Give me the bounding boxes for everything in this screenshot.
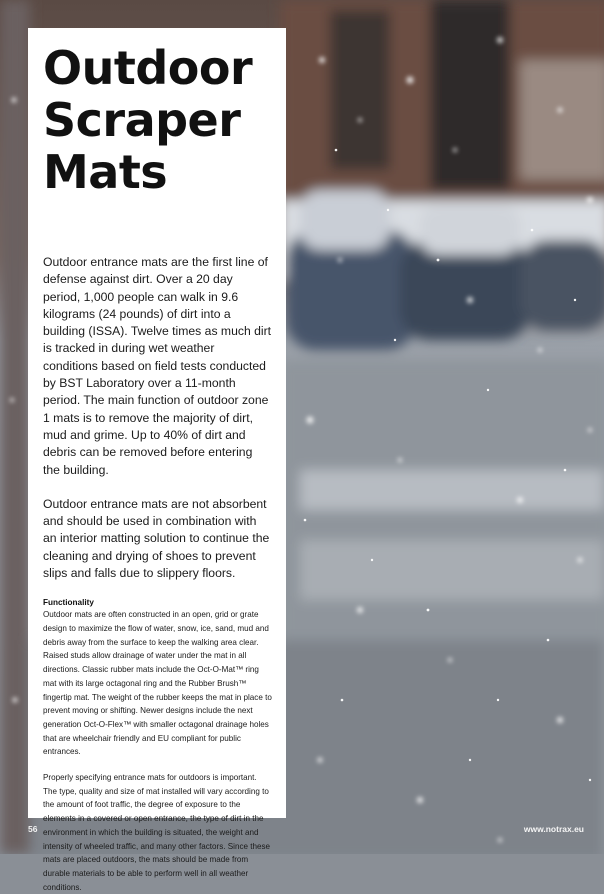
functionality-heading: Functionality [43,598,94,608]
page-number: 56 [28,824,38,834]
title-line: Scraper [43,93,241,147]
title-line: Mats [43,145,168,199]
website-link[interactable]: www.notrax.eu [523,824,584,834]
functionality-paragraph: Outdoor mats are often constructed in an open, grid or grate design to maximize the flow of water, snow, ice, sand, mud and debris away from the surface to keep the walking area clear. Raised studs allow drainage of water under the mat in all directions. Classic rubber mats include the Oct-O-Mat™ ring mat with its large octagonal ring and the Rubber Brush™ fingertip mat. The weight of the rubber keeps the mat in place to prevent moving or shifting. Newer designs include the next generation Oct-O-Flex™ with smaller octagonal drainage holes that are wheelchair friendly and EU compliant for public entrances. [43,610,272,757]
functionality-paragraph: Properly specifying entrance mats for outdoors is important. The type, quality and size of mat installed will vary according to the amount of foot traffic, the degree of exposure to the elements in a covered or open entrance, the type of dirt in the environment in which the building is situated, the weight and intensity of wheeled traffic, and many other factors. Since these mats are placed outdoors, the mats should be made from durable materials to be able to perform well in all weather conditions. [43,773,271,892]
title-line: Outdoor [43,41,253,95]
intro-paragraph: Outdoor entrance mats are the first line of defense against dirt. Over a 20 day period, 1,000 people can walk in 9.6 kilograms (24 pounds) of dirt into a building (ISSA). Twelve times as much dirt is tracked in during wet weather conditions based on field tests conducted by BST Laboratory over a 11-month period. The main function of outdoor zone 1 mats is to remove the majority of dirt, mud and grime. Up to 40% of dirt and debris can be removed before entering the building. [43,255,272,477]
intro-paragraph: Outdoor entrance mats are not absorbent and should be used in combination with an interior matting solution to continue the cleaning and drying of shoes to prevent slips and falls due to slippery floors. [43,496,270,581]
page-title [43,42,272,198]
